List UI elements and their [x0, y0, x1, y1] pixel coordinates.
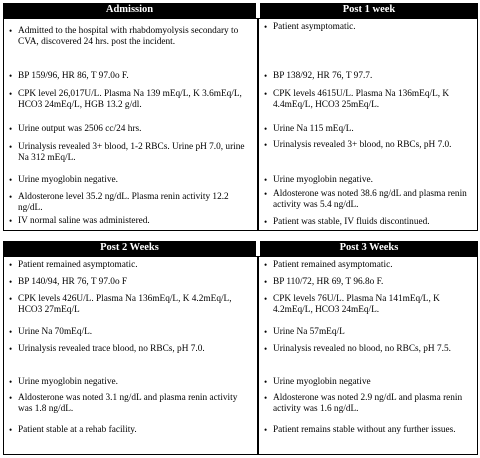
list-item: • Urine myoglobin negative.	[8, 377, 254, 388]
list-item: • Aldosterone was noted 3.1 ng/dL and plasma renin activity was 1.8 ng/dL.	[8, 393, 254, 415]
header-post-3-weeks: Post 3 Weeks	[260, 241, 478, 256]
list-item: • BP 110/72, HR 69, T 96.8o F.	[263, 277, 474, 288]
list-item: • Patient remained asymptomatic.	[263, 260, 474, 271]
cell-post-2-weeks	[3, 256, 258, 455]
case-timeline-table	[3, 3, 478, 455]
list-item: • Urinalysis revealed 3+ blood, 1-2 RBCs. Urine pH 7.0, urine Na 312 mEq/L.	[8, 142, 254, 164]
list-item: • Urinalysis revealed trace blood, no RBCs, pH 7.0.	[8, 344, 254, 355]
list-item: • BP 159/96, HR 86, T 97.0o F.	[8, 71, 254, 82]
list-item: • Patient stable at a rehab facility.	[8, 425, 254, 436]
list-item: • Aldosterone was noted 38.6 ng/dL and plasma renin activity was 5.4 ng/dL.	[263, 189, 474, 211]
list-item: • Urine myoglobin negative.	[8, 175, 254, 186]
list-item: • IV normal saline was administered.	[8, 216, 254, 227]
list-item: • Admitted to the hospital with rhabdomyolysis secondary to CVA, discovered 24 hrs. post the incident.	[8, 26, 254, 48]
list-item: • Patient asymptomatic.	[263, 22, 474, 33]
list-item: • Patient remained asymptomatic.	[8, 260, 254, 271]
list-item: • Urine Na 57mEq/L	[263, 327, 474, 338]
list-item: • BP 140/94, HR 76, T 97.0o F	[8, 277, 254, 288]
list-item: • Aldosterone was noted 2.9 ng/dL and plasma renin activity was 1.6 ng/dL.	[263, 393, 474, 415]
list-item: • CPK level 26,017U/L. Plasma Na 139 mEq/L, K 3.6mEq/L, HCO3 24mEq/L, HGB 13.2 g/dl.	[8, 89, 254, 111]
header-post-2-weeks: Post 2 Weeks	[3, 241, 256, 256]
list-item: • Urine Na 70mEq/L.	[8, 327, 254, 338]
list-item: • Patient was stable, IV fluids discontinued.	[263, 217, 474, 228]
list-item: • Patient remains stable without any further issues.	[263, 425, 474, 436]
list-item: • CPK levels 76U/L. Plasma Na 141mEq/L, K 4.2mEq/L, HCO3 24mEq/L.	[263, 294, 474, 316]
list-item: • Urinalysis revealed 3+ blood, no RBCs, pH 7.0.	[263, 140, 474, 151]
list-item: • Aldosterone level 35.2 ng/dL. Plasma renin activity 12.2 ng/dL.	[8, 192, 254, 214]
list-item: • Urine myoglobin negative	[263, 377, 474, 388]
cell-post-3-weeks	[258, 256, 478, 455]
cell-post-1-week	[258, 18, 478, 231]
list-item: • BP 138/92, HR 76, T 97.7.	[263, 71, 474, 82]
cell-admission	[3, 18, 258, 231]
list-item: • CPK levels 426U/L. Plasma Na 136mEq/L, K 4.2mEq/L, HCO3 27mEq/L	[8, 294, 254, 316]
header-admission: Admission	[3, 3, 256, 18]
header-post-1-week: Post 1 week	[260, 3, 478, 18]
list-item: • Urine myoglobin negative.	[263, 175, 474, 186]
list-item: • Urine output was 2506 cc/24 hrs.	[8, 124, 254, 135]
list-item: • Urine Na 115 mEq/L.	[263, 124, 474, 135]
list-item: • Urinalysis revealed no blood, no RBCs, pH 7.5.	[263, 344, 474, 355]
list-item: • CPK levels 4615U/L. Plasma Na 136mEq/L, K 4.4mEq/L, HCO3 25mEq/L.	[263, 89, 474, 111]
